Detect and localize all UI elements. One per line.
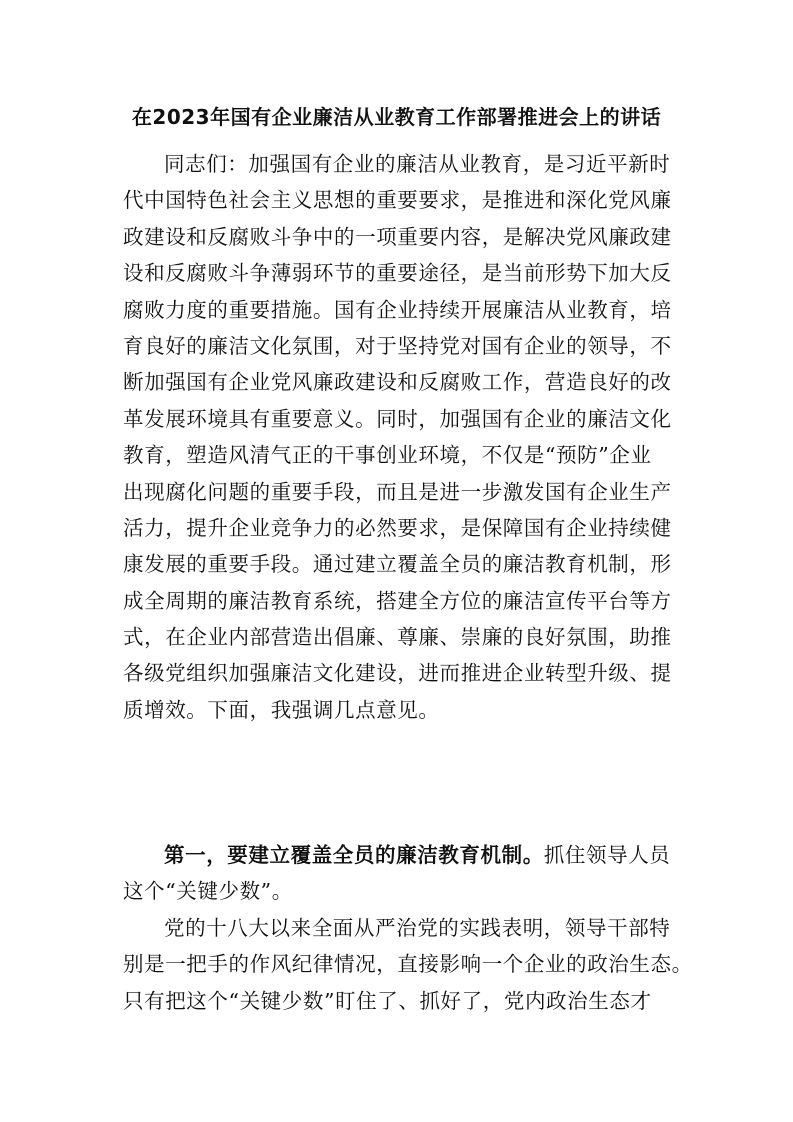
text-line: 出现腐化问题的重要手段，而且是进一步激发国有企业生产 (123, 479, 672, 504)
text-line: 别是一把手的作风纪律情况，直接影响一个企业的政治生态。 (123, 952, 693, 977)
text-line: 代中国特色社会主义思想的重要要求，是推进和深化党风廉 (123, 188, 672, 213)
text-line: 育良好的廉洁文化氛围，对于坚持党对国有企业的领导，不 (123, 333, 672, 358)
text-line: 腐败力度的重要措施。国有企业持续开展廉洁从业教育，培 (123, 297, 672, 322)
text-line: 教育，塑造风清气正的干事创业环境，不仅是“预防”企业 (123, 443, 652, 468)
text-line: 各级党组织加强廉洁文化建设，进而推进企业转型升级、提 (123, 661, 672, 686)
paragraph-first-point (123, 837, 683, 910)
heading-continuation: 抓住领导人员 (543, 843, 671, 867)
text-line: 同志们：加强国有企业的廉洁从业教育，是习近平新时 (164, 152, 671, 176)
text-line: 式，在企业内部营造出倡廉、尊廉、崇廉的良好氛围，助推 (123, 625, 672, 650)
text-line: 活力，提升企业竞争力的必然要求，是保障国有企业持续健 (123, 515, 672, 540)
paragraph-intro (123, 146, 683, 728)
text-line: 党的十八大以来全面从严治党的实践表明，领导干部特 (164, 916, 671, 940)
text-line: 质增效。下面，我强调几点意见。 (123, 697, 440, 722)
text-line (123, 837, 683, 873)
text-line: 革发展环境具有重要意义。同时，加强国有企业的廉洁文化 (123, 406, 672, 431)
text-line: 只有把这个“关键少数”盯住了、抓好了，党内政治生态才 (123, 988, 652, 1013)
text-line: 断加强国有企业党风廉政建设和反腐败工作，营造良好的改 (123, 370, 672, 395)
text-line: 成全周期的廉洁教育系统，搭建全方位的廉洁宣传平台等方 (123, 588, 672, 613)
paragraph-leadership (123, 910, 693, 1019)
text-line: 这个“关键少数”。 (123, 879, 293, 904)
text-line: 康发展的重要手段。通过建立覆盖全员的廉洁教育机制，形 (123, 552, 672, 577)
text-line: 政建设和反腐败斗争中的一项重要内容，是解决党风廉政建 (123, 224, 672, 249)
document-title: 在2023年国有企业廉洁从业教育工作部署推进会上的讲话 (131, 105, 662, 129)
text-line: 设和反腐败斗争薄弱环节的重要途径，是当前形势下加大反 (123, 261, 672, 286)
section-heading: 第一，要建立覆盖全员的廉洁教育机制。 (164, 843, 544, 867)
